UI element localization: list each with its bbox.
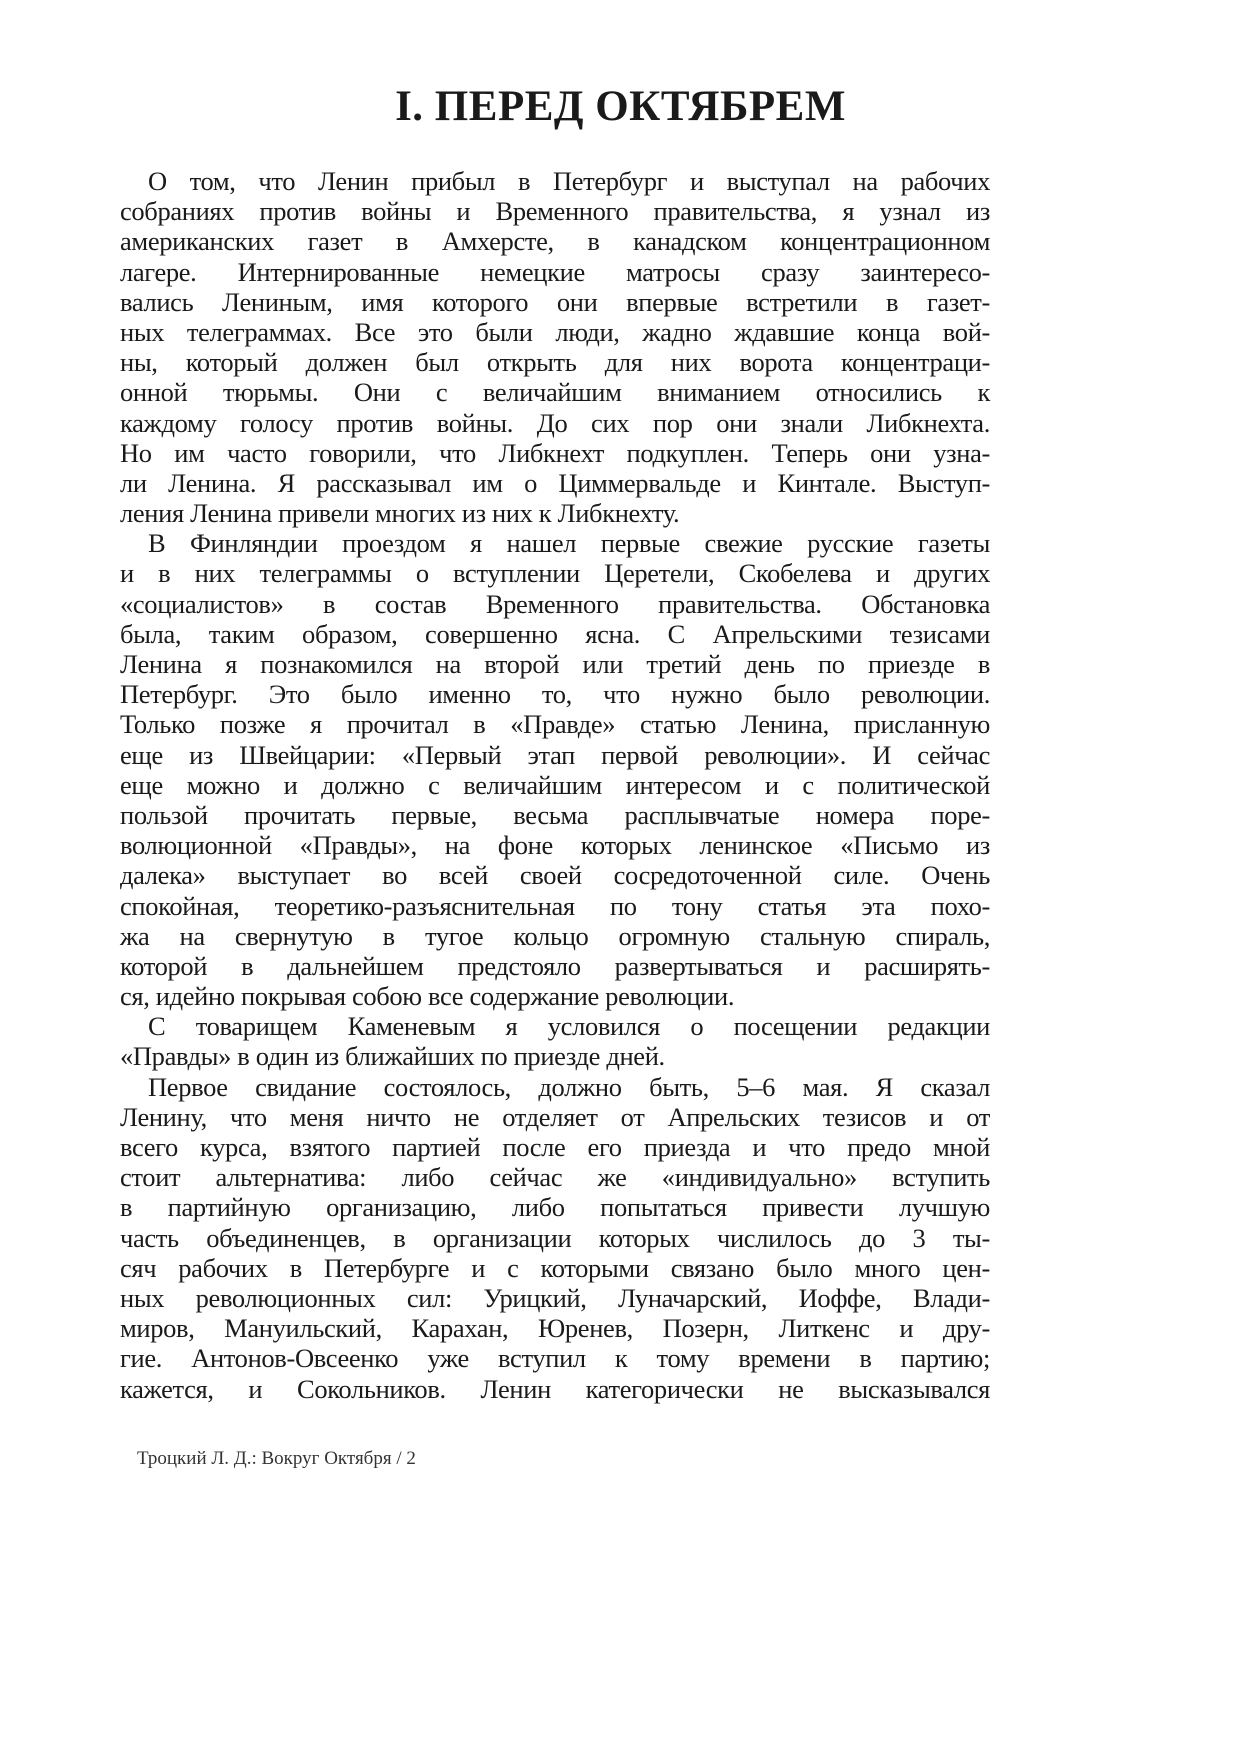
text-line: волюционной «Правды», на фоне которых ленинское «Письмо из <box>120 830 990 861</box>
text-line: и в них телеграммы о вступлении Церетели, Скобелева и других <box>120 558 990 589</box>
text-line: стоит альтернатива: либо сейчас же «индивидуально» вступить <box>120 1162 990 1193</box>
text-line: ся, идейно покрывая собою все содержание революции. <box>120 981 735 1012</box>
text-line: каждому голосу против войны. До сих пор они знали Либкнехта. <box>120 407 990 438</box>
text-line: кажется, и Сокольников. Ленин категорически не высказывался <box>120 1373 990 1404</box>
paragraph <box>120 528 990 1011</box>
text-line: лагере. Интернированные немецкие матросы сразу заинтересо- <box>120 256 990 287</box>
text-line: была, таким образом, совершенно ясна. С Апрельскими тезисами <box>120 618 990 649</box>
chapter-title: I. ПЕРЕД ОКТЯБРЕМ <box>395 83 846 130</box>
text-line: в партийную организацию, либо попытаться привести лучшую <box>120 1192 990 1223</box>
page-footer: Троцкий Л. Д.: Вокруг Октября / 2 <box>137 1448 416 1469</box>
paragraph <box>120 1072 990 1404</box>
text-line: ны, который должен был открыть для них ворота концентраци- <box>120 347 990 378</box>
text-line: гие. Антонов-Овсеенко уже вступил к тому времени в партию; <box>120 1343 990 1374</box>
text-line: Первое свидание состоялось, должно быть, 5–6 мая. Я сказал <box>148 1071 990 1102</box>
text-line: Но им часто говорили, что Либкнехт подкуплен. Теперь они узна- <box>120 437 990 468</box>
paragraph <box>120 166 990 528</box>
text-line: «Правды» в один из ближайших по приезде дней. <box>120 1041 665 1072</box>
text-line: американских газет в Амхерсте, в канадском концентрационном <box>120 226 990 257</box>
text-line: жа на свернутую в тугое кольцо огромную стальную спираль, <box>120 920 990 951</box>
text-line: ли Ленина. Я рассказывал им о Циммервальде и Кинтале. Выступ- <box>120 467 990 498</box>
text-line: всего курса, взятого партией после его приезда и что предо мной <box>120 1132 990 1162</box>
text-line: далека» выступает во всей своей сосредоточенной силе. Очень <box>120 860 990 891</box>
body-text <box>120 166 990 1404</box>
text-line: ных революционных сил: Урицкий, Луначарский, Иоффе, Влади- <box>120 1282 990 1313</box>
text-line: В Финляндии проездом я нашел первые свежие русские газеты <box>148 528 990 559</box>
text-line: онной тюрьмы. Они с величайшим вниманием относились к <box>120 377 990 408</box>
text-line: ления Ленина привели многих из них к Либкнехту. <box>120 498 680 529</box>
text-line: сяч рабочих в Петербурге и с которыми связано было много цен- <box>120 1252 990 1283</box>
text-line: еще можно и должно с величайшим интересом и с политической <box>120 769 990 800</box>
text-line: еще из Швейцарии: «Первый этап первой революции». И сейчас <box>120 739 990 770</box>
text-line: собраниях против войны и Временного правительства, я узнал из <box>120 196 990 227</box>
text-line: часть объединенцев, в организации которых числилось до 3 ты- <box>120 1222 990 1253</box>
text-line: ных телеграммах. Все это были люди, жадно ждавшие конца вой- <box>120 316 990 347</box>
text-line: О том, что Ленин прибыл в Петербург и выступал на рабочих <box>148 166 990 196</box>
text-line: «социалистов» в состав Временного правительства. Обстановка <box>120 588 990 619</box>
text-line: пользой прочитать первые, весьма расплывчатые номера поре- <box>120 799 990 830</box>
text-line: Ленину, что меня ничто не отделяет от Апрельских тезисов и от <box>120 1101 990 1132</box>
text-line: Ленина я познакомился на второй или третий день по приезде в <box>120 649 990 679</box>
text-line: вались Лениным, имя которого они впервые встретили в газет- <box>120 286 990 317</box>
text-line: Петербург. Это было именно то, что нужно было революции. <box>120 679 990 710</box>
text-line: Только позже я прочитал в «Правде» статью Ленина, присланную <box>120 709 990 740</box>
text-line: С товарищем Каменевым я условился о посещении редакции <box>148 1011 990 1042</box>
text-line: спокойная, теоретико-разъяснительная по тону статья эта похо- <box>120 890 990 921</box>
paragraph <box>120 1011 990 1071</box>
text-line: миров, Мануильский, Карахан, Юренев, Позерн, Литкенс и дру- <box>120 1313 990 1344</box>
text-line: которой в дальнейшем предстояло развертываться и расширять- <box>120 950 990 981</box>
